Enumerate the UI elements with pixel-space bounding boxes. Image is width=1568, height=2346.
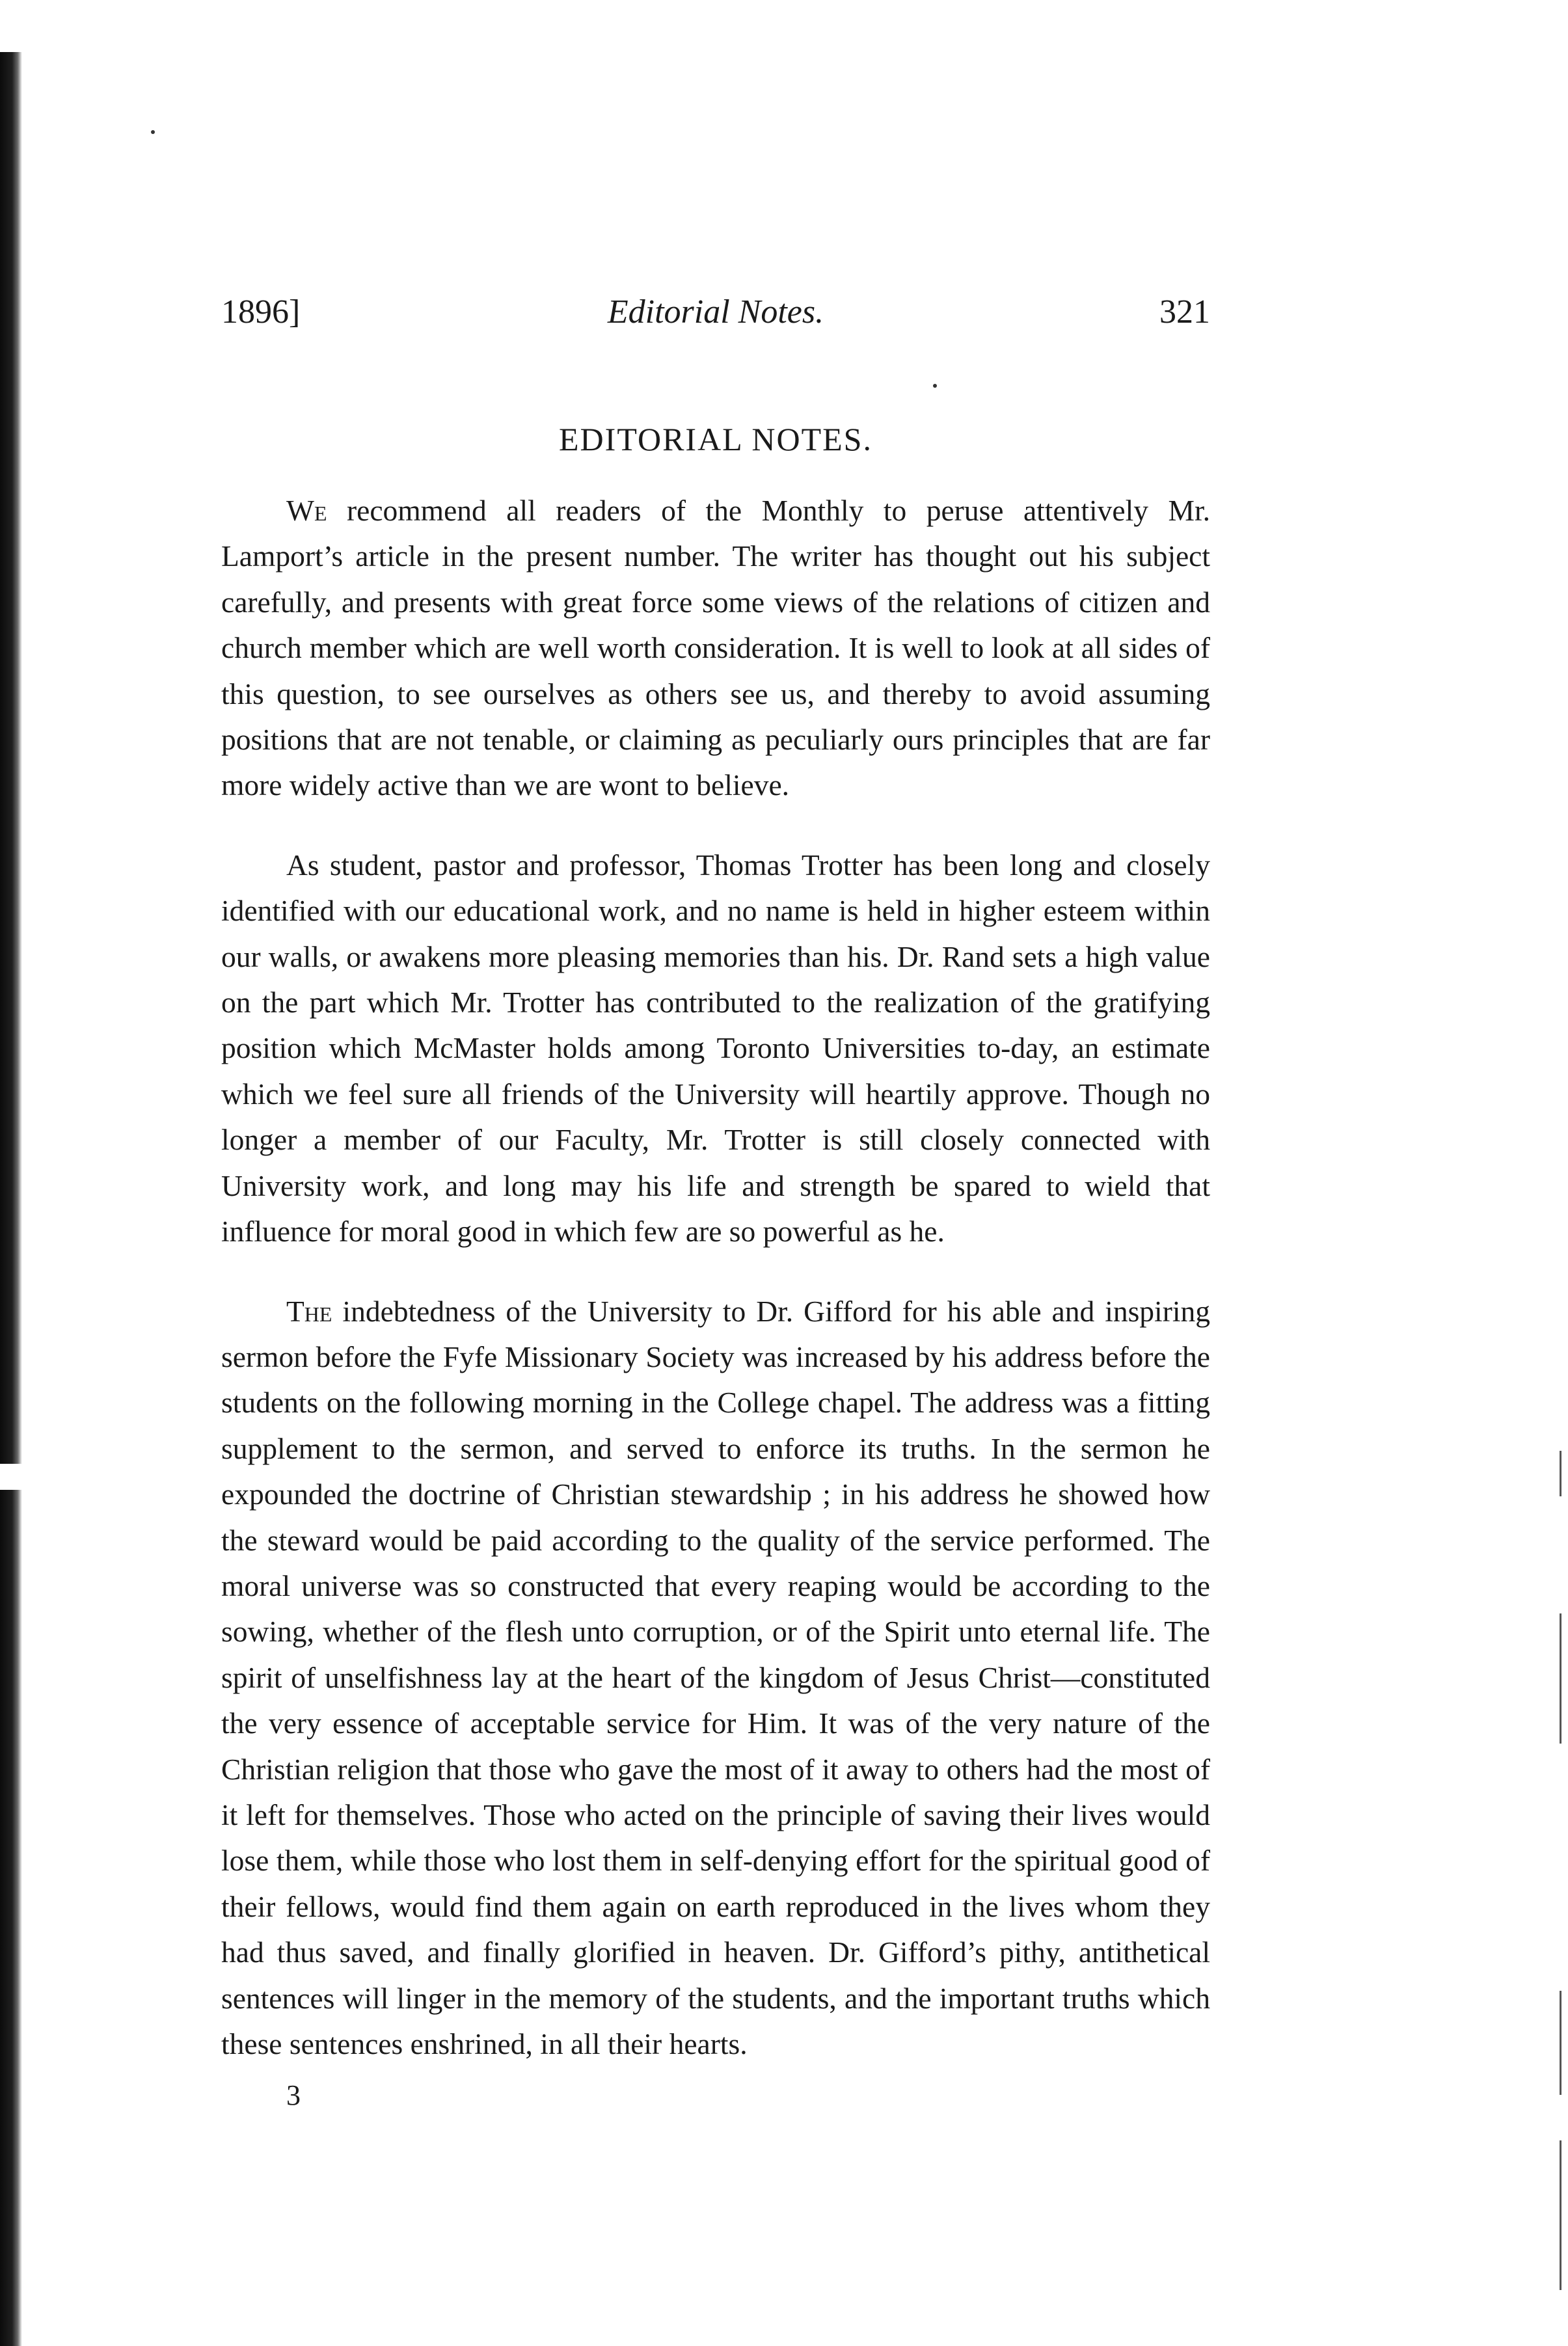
header-page-number: 321 [1159, 293, 1210, 330]
paragraph-lead: We [286, 494, 327, 527]
paragraph-lamport [221, 488, 1210, 809]
scan-speck [151, 130, 155, 134]
header-running-title: Editorial Notes. [607, 293, 824, 330]
scan-right-mark [1560, 2140, 1561, 2290]
paragraph-text: indebtedness of the University to Dr. Gifford for his able and inspiring sermon before the Fyfe Missionary Society was increased by his address before the students on the following morning in the College chapel. The address was a fitting supplement to the sermon, and served to enforce its truths. In the sermon he expounded the doctrine of Christian stewardship ; in his address he showed how the steward would be paid according to the quality of the service performed. The moral universe was so constructed that every reaping would be according to the sowing, whether of the flesh unto corruption, or of the Spirit unto eternal life. The spirit of unselfishness lay at the heart of the kingdom of Jesus Christ—constituted the very essence of acceptable service for Him. It was of the very nature of the Christian religion that those who gave the most of it away to others had the most of it left for themselves. Those who acted on the principle of saving their lives would lose them, while those who lost them in self-denying effort for the spiritual good of their fellows, would find them again on earth reproduced in the lives whom they had thus saved, and finally glorified in heaven. Dr. Gifford’s pithy, antithetical sentences will linger in the memory of the students, and the important truths which these sentences enshrined, in all their hearts. [221, 1294, 1210, 2060]
section-title: EDITORIAL NOTES. [559, 421, 872, 457]
scan-edge-gap [0, 1464, 26, 1490]
paragraph-text: As student, pastor and professor, Thomas Trotter has been long and closely identified with our educational work, and no name is held in higher esteem within our walls, or awakens more pleasing memories than his. Dr. Rand sets a high value on the part which Mr. Trotter has contributed to the realization of the gratifying position which McMaster holds among Toronto Universities to-day, an estimate which we feel sure all friends of the University will heartily approve. Though no longer a member of our Faculty, Mr. Trotter is still closely connected with University work, and long may his life and strength be spared to wield that influence for moral good in which few are so powerful as he. [221, 848, 1210, 1248]
paragraph-gifford [221, 1289, 1210, 2068]
paragraph-trotter [221, 843, 1210, 1255]
scan-left-edge [0, 52, 22, 2346]
scan-right-mark [1560, 1451, 1561, 1496]
signature-mark: 3 [286, 2079, 301, 2112]
running-head [221, 286, 1210, 338]
paragraph-text: recommend all readers of the Monthly to peruse attentively Mr. Lamport’s article in the present number. The writer has thought out his subject carefully, and presents with great force some views of the relations of citizen and church member which are well worth consideration. It is well to look at all sides of this question, to see ourselves as others see us, and thereby to avoid assuming positions that are not tenable, or claiming as peculiarly ours principles that are far more widely active than we are wont to believe. [221, 494, 1210, 802]
header-year: 1896] [221, 293, 301, 330]
scan-right-mark [1560, 1613, 1561, 1744]
book-page [221, 286, 1210, 2115]
scan-right-mark [1560, 1991, 1561, 2095]
paragraph-lead: The [286, 1294, 332, 1328]
